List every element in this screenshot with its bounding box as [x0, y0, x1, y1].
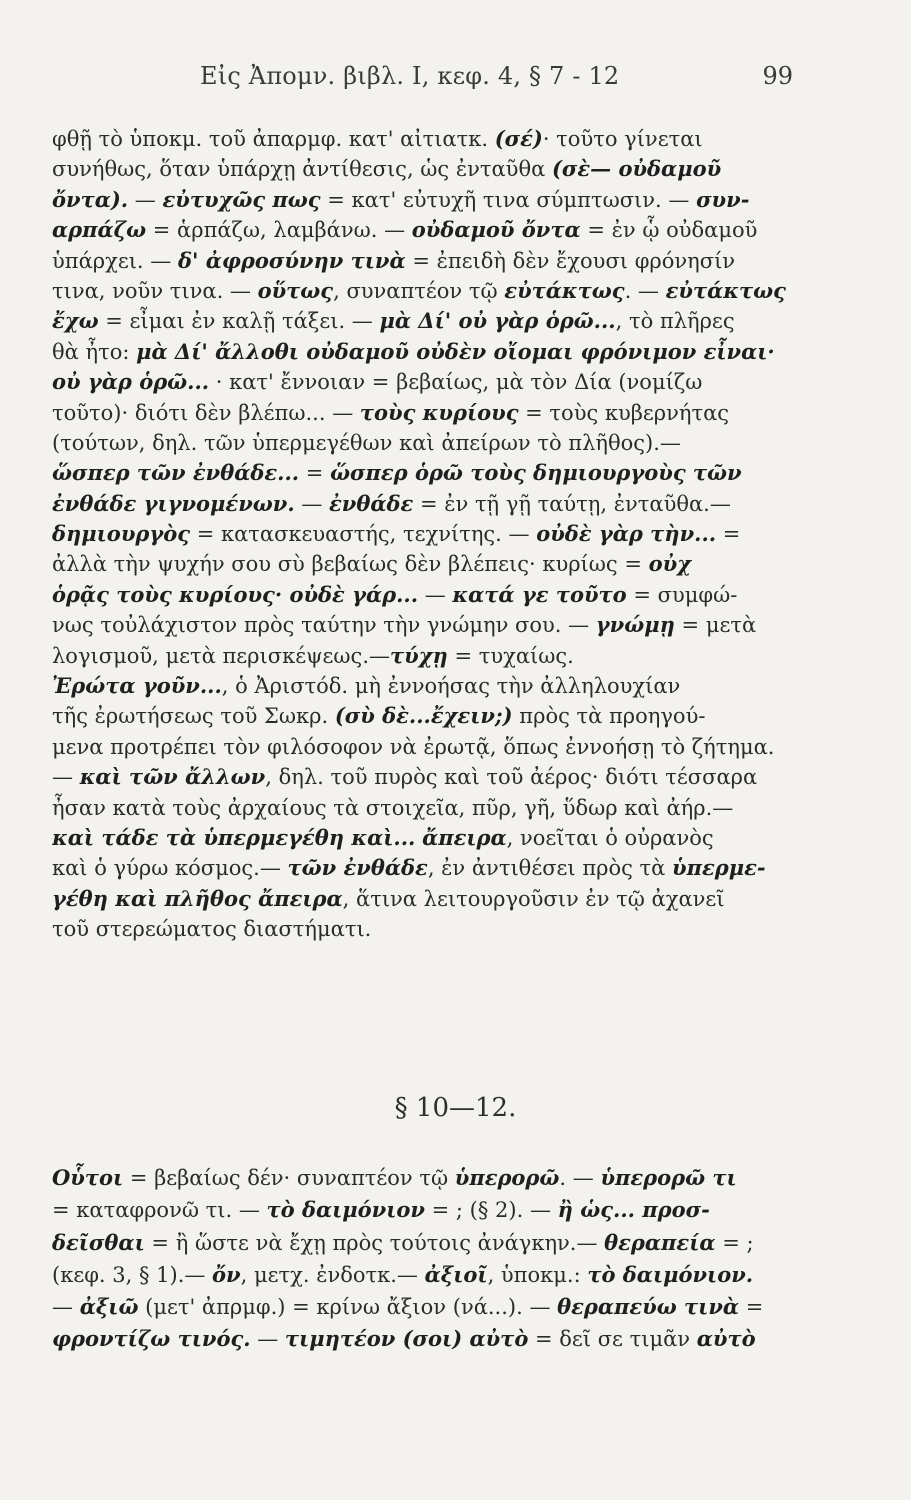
gloss-text: , ἐν ἀντιθέσει πρὸς τὰ [427, 856, 673, 881]
gloss-text: ἦσαν κατὰ τοὺς ἀρχαίους τὰ στοιχεῖα, πῦρ, γῆ, ὕδωρ καὶ ἀήρ.— [52, 795, 734, 820]
text-line [52, 610, 830, 640]
gloss-text: , τὸ πλῆρες [615, 309, 735, 334]
gloss-text: καὶ ὁ γύρω κόσμος.— [52, 856, 288, 881]
gloss-text: , δηλ. τοῦ πυρὸς καὶ τοῦ ἀέρος· διότι τέσσαρα [265, 765, 758, 790]
gloss-text: = [299, 461, 331, 486]
text-line [52, 823, 830, 853]
lemma-text: θεραπεύω τινὰ [557, 1294, 740, 1320]
lemma-text: ὄν [212, 1261, 241, 1287]
lemma-text: δ' ἀφροσύνην τινὰ [177, 247, 406, 273]
text-line [52, 884, 830, 914]
lemma-text: Ἐρώτα γοῦν... [52, 673, 222, 699]
lemma-text: οὐδὲ γὰρ τὴν... [536, 521, 717, 547]
gloss-text: φθῇ τὸ ὑποκμ. τοῦ ἀπαρμφ. κατ' αἰτιατκ. [52, 127, 495, 151]
gloss-text: = ἐπειδὴ δὲν ἔχουσι φρόνησίν [405, 248, 736, 273]
gloss-text: . — [624, 278, 666, 303]
lemma-text: ἀξιοῖ [424, 1261, 488, 1287]
lemma-text: (σὺ δὲ...ἔχειν;) [334, 703, 513, 729]
text-line [52, 1162, 830, 1194]
commentary-text-section-10-12 [52, 1162, 830, 1356]
text-line [52, 215, 830, 245]
lemma-text: Οὗτοι [52, 1165, 124, 1190]
gloss-text: = [739, 1295, 764, 1320]
lemma-text: εὐτυχῶς πως [162, 186, 321, 212]
lemma-text: οὐδαμοῦ ὄντα [411, 217, 581, 243]
text-line [52, 246, 830, 276]
gloss-text: , ὁ Ἀριστόδ. μὴ ἐννοήσας τὴν ἀλληλουχίαν [221, 674, 681, 699]
gloss-text: · κατ' ἔννοιαν = βεβαίως, μὰ τὸν Δία (νομίζω [209, 370, 703, 395]
text-line [52, 306, 830, 336]
gloss-text: ὑπάρχει. — [52, 248, 178, 273]
text-line [52, 1259, 830, 1291]
gloss-text: θὰ ἦτο: [52, 339, 137, 364]
gloss-text: = βεβαίως δέν· συναπτέον τῷ [123, 1166, 455, 1190]
lemma-text: ἢ ὡς... προσ- [557, 1197, 710, 1223]
lemma-text: κατά γε τοῦτο [452, 581, 627, 607]
gloss-text: , συναπτέον τῷ [333, 278, 505, 303]
lemma-text: γνώμῃ [595, 612, 675, 638]
gloss-text: τοῦ στερεώματος διαστήματι. [52, 917, 372, 942]
gloss-text: (μετ' ἀπρμφ.) = κρίνω ἄξιον (νά...). — [138, 1295, 558, 1320]
text-line [52, 519, 830, 549]
gloss-text: = εἶμαι ἐν καλῇ τάξει. — [98, 309, 380, 334]
lemma-text: καὶ τῶν ἄλλων [79, 764, 266, 790]
gloss-text: νως τοὐλάχιστον πρὸς ταύτην τὴν γνώμην σου. — [52, 613, 596, 638]
gloss-text: · τοῦτο γίνεται [542, 127, 703, 151]
gloss-text: — [52, 765, 80, 790]
gloss-text: = τυχαίως. [447, 643, 574, 668]
gloss-text: — [52, 1295, 80, 1320]
text-line [52, 671, 830, 701]
gloss-text: = κατ' εὐτυχῆ τινα σύμπτωσιν. — [320, 187, 697, 212]
lemma-text: ὑπερορῶ [454, 1165, 560, 1190]
text-line [52, 458, 830, 488]
gloss-text: = μετὰ [674, 613, 757, 638]
lemma-text: τὸ δαιμόνιον. [587, 1261, 754, 1287]
lemma-text: ὥσπερ ὁρῶ τοὺς δημιουργοὺς τῶν [330, 460, 742, 486]
page-number: 99 [762, 62, 793, 90]
lemma-text: ἀξιῶ [79, 1294, 139, 1320]
gloss-text: μενα προτρέπει τὸν φιλόσοφον νὰ ἐρωτᾷ, ὅπως ἐννοήσῃ τὸ ζήτημα. [52, 734, 775, 759]
gloss-text: = ἐν ᾧ οὐδαμοῦ [580, 218, 758, 243]
gloss-text: — [250, 1327, 285, 1352]
lemma-text: αρπάζω [52, 217, 147, 243]
text-line [52, 185, 830, 215]
gloss-text: = ; [715, 1230, 754, 1255]
gloss-text: (κεφ. 3, § 1).— [52, 1262, 213, 1287]
lemma-text: γέθη καὶ πλῆθος ἄπειρα [52, 885, 343, 911]
gloss-text: ἀλλὰ τὴν ψυχήν σου σὺ βεβαίως δὲν βλέπεις· κυρίως = [52, 552, 649, 577]
lemma-text: τοὺς κυρίους [359, 399, 519, 425]
lemma-text: τῶν ἐνθάδε [287, 855, 428, 881]
gloss-text: , ἅτινα λειτουργοῦσιν ἐν τῷ ἀχανεῖ [342, 886, 725, 911]
gloss-text: — [418, 582, 453, 607]
lemma-text: ὑπερορῶ τι [600, 1165, 737, 1190]
lemma-text: ὄντα). [52, 186, 129, 212]
gloss-text: — [294, 491, 329, 516]
lemma-text: ὁρᾷς τοὺς κυρίους· οὐδὲ γάρ... [52, 581, 419, 607]
gloss-text: τῆς ἐρωτήσεως τοῦ Σωκρ. [52, 704, 335, 729]
page-header [0, 62, 911, 102]
lemma-text: θεραπεία [604, 1229, 716, 1255]
text-line [52, 154, 830, 184]
lemma-text: ἄπειρα [422, 824, 507, 850]
text-line [52, 732, 830, 762]
gloss-text: = [716, 522, 741, 547]
text-line [52, 124, 830, 154]
lemma-text: οὐχ [648, 551, 692, 577]
lemma-text: οὐ γὰρ ὁρῶ... [52, 369, 210, 395]
commentary-text [52, 124, 830, 945]
text-line [52, 701, 830, 731]
gloss-text: πρὸς τὰ προηγού- [512, 704, 706, 729]
lemma-text: (σὲ— οὐδαμοῦ [551, 156, 722, 182]
gloss-text: συνήθως, ὅταν ὑπάρχῃ ἀντίθεσις, ὡς ἐνταῦθα [52, 157, 552, 182]
text-line [52, 853, 830, 883]
lemma-text: εὐτάκτως [665, 277, 786, 303]
lemma-text: τιμητέον (σοι) αὐτὸ [284, 1326, 529, 1352]
gloss-text: , νοεῖται ὁ οὐρανὸς [506, 825, 714, 850]
lemma-text: τὸ δαιμόνιον [266, 1197, 425, 1223]
gloss-text: = ; (§ 2). — [424, 1198, 558, 1223]
text-line [52, 367, 830, 397]
gloss-text: = τοὺς κυβερνήτας [518, 400, 730, 425]
text-line [52, 580, 830, 610]
text-line [52, 489, 830, 519]
lemma-text: μὰ Δί' ἄλλοθι οὐδαμοῦ οὐδὲν οἴομαι φρόνιμον εἶναι· [136, 338, 775, 364]
gloss-text: τινα, νοῦν τινα. — [52, 278, 258, 303]
text-line [52, 1291, 830, 1323]
text-line [52, 793, 830, 823]
running-head: Εἰς Ἀπομν. βιβλ. I, κεφ. 4, § 7 - 12 [200, 62, 620, 90]
lemma-text: φροντίζω τινός. [52, 1326, 251, 1352]
lemma-text: δημιουργὸς [52, 521, 191, 547]
lemma-text: ὑπερμε- [672, 855, 766, 881]
lemma-text: ἔχω [52, 308, 99, 334]
lemma-text: δεῖσθαι [52, 1229, 145, 1255]
gloss-text: = δεῖ σε τιμᾶν [528, 1327, 697, 1352]
gloss-text: = συμφώ- [626, 582, 738, 607]
text-line [52, 276, 830, 306]
lemma-text: μὰ Δί' οὐ γὰρ ὁρῶ... [379, 308, 616, 334]
text-line [52, 549, 830, 579]
gloss-text: = ἢ ὥστε νὰ ἔχῃ πρὸς τούτοις ἀνάγκην.— [144, 1230, 605, 1255]
section-heading: § 10—12. [394, 1093, 517, 1123]
gloss-text: = κατασκευαστής, τεχνίτης. — [190, 522, 537, 547]
gloss-text: = καταφρονῶ τι. — [52, 1198, 267, 1223]
lemma-text: συν- [696, 186, 750, 212]
gloss-text: = ἁρπάζω, λαμβάνω. — [146, 218, 412, 243]
lemma-text: οὕτως [257, 277, 334, 303]
gloss-text: — [128, 187, 163, 212]
text-line [52, 762, 830, 792]
gloss-text: , ὑποκμ.: [487, 1262, 588, 1287]
lemma-text: εὐτάκτως [504, 277, 625, 303]
lemma-text: τύχῃ [390, 642, 448, 668]
gloss-text: = ἐν τῇ γῇ ταύτῃ, ἐνταῦθα.— [413, 491, 731, 516]
text-line [52, 398, 830, 428]
text-line [52, 1227, 830, 1259]
lemma-text: (σέ) [494, 126, 543, 151]
lemma-text: ἐνθάδε [329, 490, 414, 516]
gloss-text: . — [559, 1166, 601, 1190]
text-line [52, 1323, 830, 1355]
lemma-text: αὐτὸ [696, 1326, 756, 1352]
gloss-text: (τούτων, δηλ. τῶν ὑπερμεγέθων καὶ ἀπείρων τὸ πλῆθος).— [52, 430, 681, 455]
gloss-text: τοῦτο)· διότι δὲν βλέπω... — [52, 400, 360, 425]
text-line [52, 914, 830, 944]
gloss-text: , μετχ. ἐνδοτκ.— [240, 1262, 425, 1287]
gloss-text: λογισμοῦ, μετὰ περισκέψεως.— [52, 643, 390, 668]
text-line [52, 641, 830, 671]
lemma-text: ὥσπερ τῶν ἐνθάδε... [52, 460, 300, 486]
text-line [52, 428, 830, 458]
lemma-text: ἐνθάδε γιγνομένων. [52, 490, 295, 516]
lemma-text: καὶ τάδε τὰ ὑπερμεγέθη καὶ... [52, 824, 416, 850]
text-line [52, 1194, 830, 1226]
text-line [52, 337, 830, 367]
